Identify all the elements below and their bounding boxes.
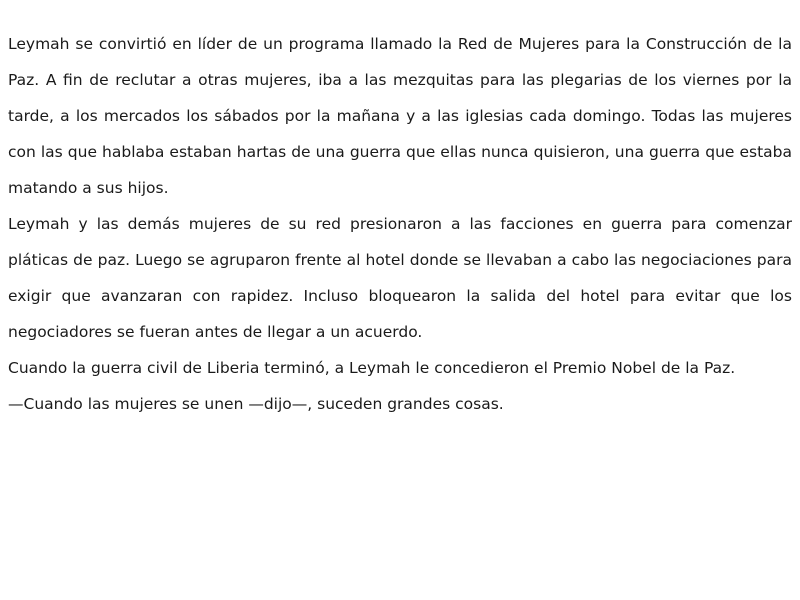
paragraph-4: —Cuando las mujeres se unen —dijo—, suceden grandes cosas. — [8, 395, 504, 413]
paragraph-2: Leymah y las demás mujeres de su red presionaron a las facciones en guerra para comenzar pláticas de paz. Luego se agruparon frente al hotel donde se llevaban a cabo las negociaciones para exigir que avanzaran con rapidez. Incluso bloquearon la salida del hotel para evitar que los negociadores se fueran antes de llegar a un acuerdo. — [8, 215, 792, 341]
paragraph-3: Cuando la guerra civil de Liberia terminó, a Leymah le concedieron el Premio Nobel de la Paz. — [8, 359, 736, 377]
paragraph-1: Leymah se convirtió en líder de un programa llamado la Red de Mujeres para la Construcción de la Paz. A fin de reclutar a otras mujeres, iba a las mezquitas para las plegarias de los viernes por la tarde, a los mercados los sábados por la mañana y a las iglesias cada domingo. Todas las mujeres con las que hablaba estaban hartas de una guerra que ellas nunca quisieron, una guerra que estaba matando a sus hijos. — [8, 35, 792, 197]
